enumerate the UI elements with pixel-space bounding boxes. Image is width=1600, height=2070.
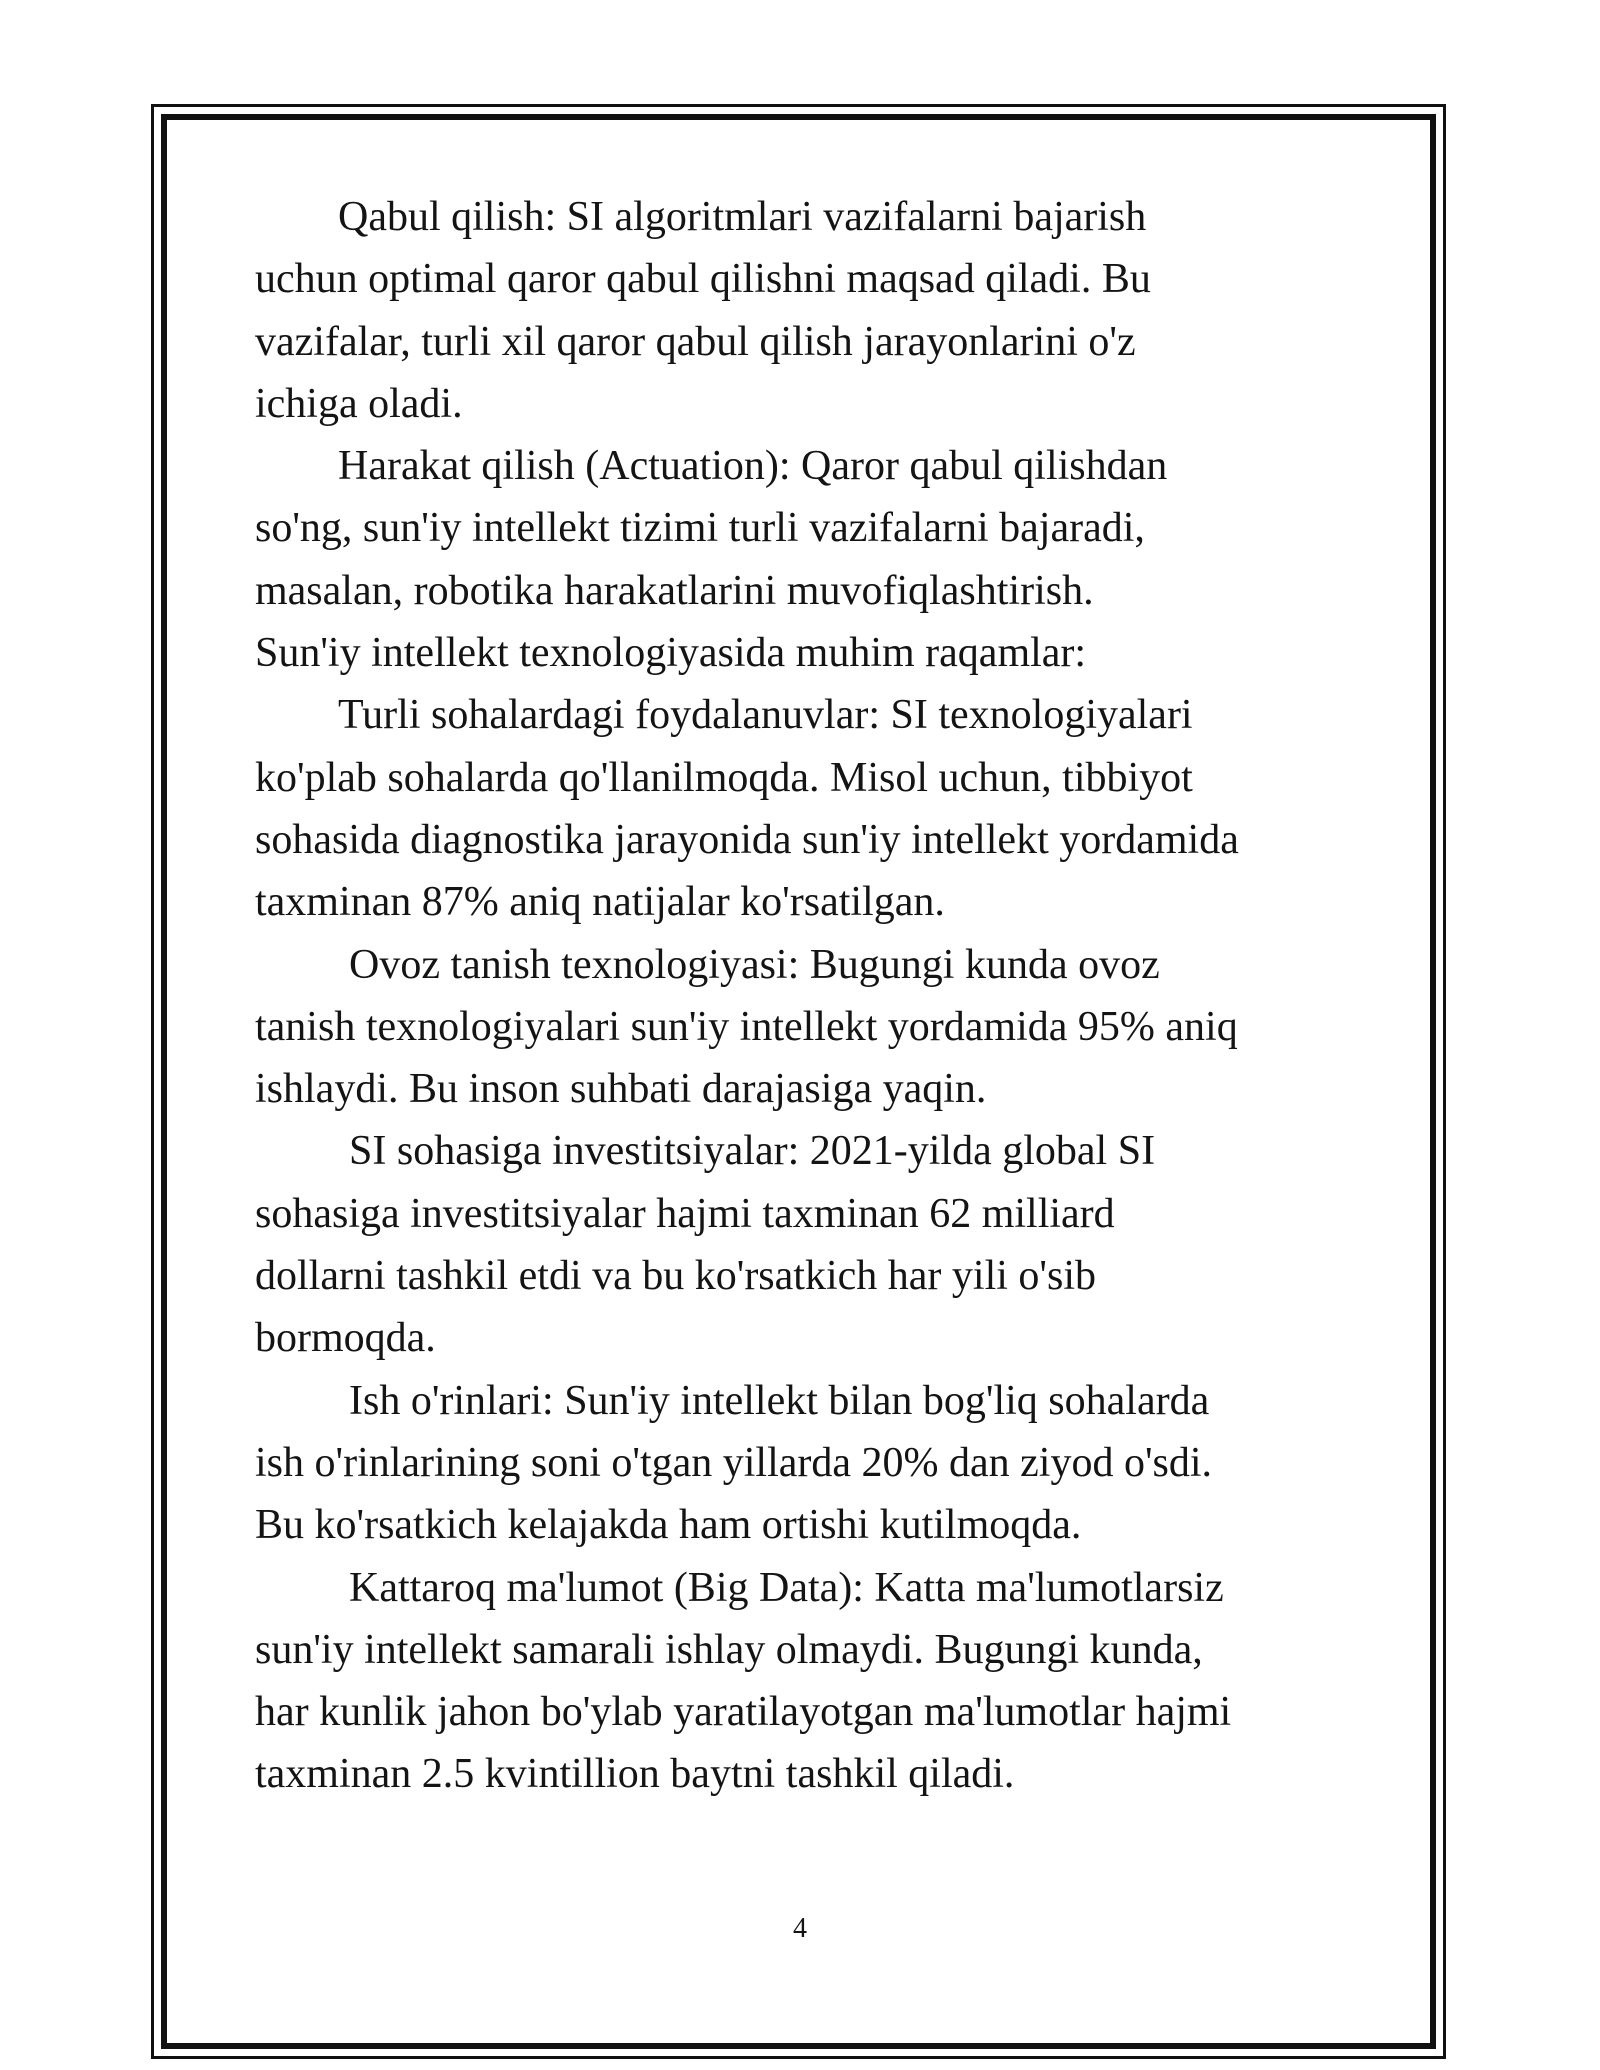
- text-line: Ovoz tanish texnologiyasi: Bugungi kunda ovoz: [349, 941, 1160, 988]
- text-line: Harakat qilish (Actuation): Qaror qabul qilishdan: [338, 443, 1168, 490]
- text-line: tanish texnologiyalari sun'iy intellekt yordamida 95% aniq: [255, 1003, 1238, 1050]
- text-line: Kattaroq ma'lumot (Big Data): Katta ma'lumotlarsiz: [349, 1564, 1224, 1611]
- text-line: ishlaydi. Bu inson suhbati darajasiga yaqin.: [255, 1066, 987, 1113]
- text-line: sohasiga investitsiyalar hajmi taxminan 62 milliard: [255, 1190, 1115, 1237]
- text-line: taxminan 2.5 kvintillion baytni tashkil qiladi.: [255, 1751, 1015, 1798]
- text-line: uchun optimal qaror qabul qilishni maqsad qiladi. Bu: [255, 256, 1151, 303]
- text-line: taxminan 87% aniq natijalar ko'rsatilgan.: [255, 879, 945, 926]
- text-line: Ish o'rinlari: Sun'iy intellekt bilan bog'liq sohalarda: [349, 1377, 1210, 1424]
- page-body: [255, 186, 1375, 1806]
- text-line: ish o'rinlarining soni o'tgan yillarda 20% dan ziyod o'sdi.: [255, 1439, 1213, 1486]
- text-line: ichiga oladi.: [255, 380, 463, 427]
- text-line: sun'iy intellekt samarali ishlay olmaydi. Bugungi kunda,: [255, 1626, 1203, 1673]
- text-line: vazifalar, turli xil qaror qabul qilish jarayonlarini o'z: [255, 318, 1136, 365]
- text-line: Turli sohalardagi foydalanuvlar: SI texnologiyalari: [338, 692, 1193, 739]
- text-line: masalan, robotika harakatlarini muvofiqlashtirish.: [255, 567, 1094, 614]
- text-line: so'ng, sun'iy intellekt tizimi turli vazifalarni bajaradi,: [255, 505, 1145, 552]
- text-line: har kunlik jahon bo'ylab yaratilayotgan ma'lumotlar hajmi: [255, 1689, 1232, 1736]
- page-number: 4: [793, 1913, 807, 1944]
- text-line: dollarni tashkil etdi va bu ko'rsatkich har yili o'sib: [255, 1253, 1096, 1300]
- text-line: sohasida diagnostika jarayonida sun'iy intellekt yordamida: [255, 816, 1239, 863]
- text-line: Bu ko'rsatkich kelajakda ham ortishi kutilmoqda.: [255, 1502, 1082, 1549]
- section-heading: Sun'iy intellekt texnologiyasida muhim raqamlar:: [255, 630, 1087, 677]
- text-line: ko'plab sohalarda qo'llanilmoqda. Misol uchun, tibbiyot: [255, 754, 1193, 801]
- text-line: Qabul qilish: SI algoritmlari vazifalarni bajarish: [338, 194, 1147, 240]
- text-line: SI sohasiga investitsiyalar: 2021-yilda global SI: [349, 1128, 1156, 1175]
- text-line: bormoqda.: [255, 1315, 436, 1362]
